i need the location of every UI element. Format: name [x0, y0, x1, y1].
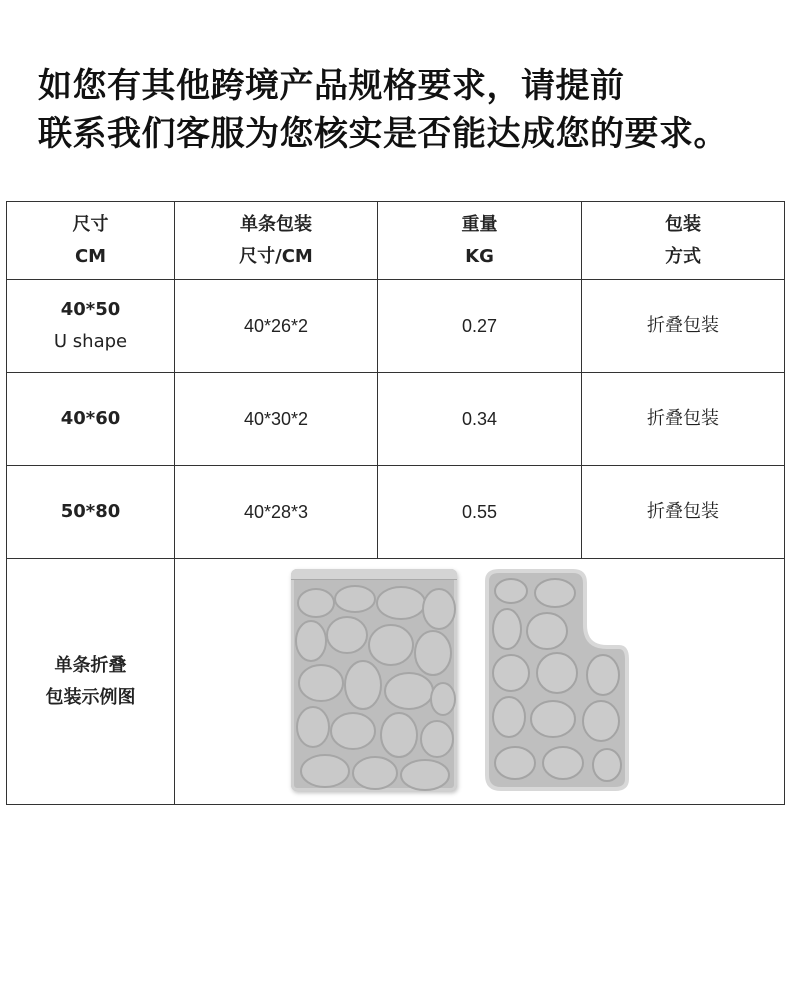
pebble-texture	[291, 569, 457, 791]
header-packing-sub: 方式	[665, 245, 701, 267]
header-size	[7, 202, 175, 280]
spec-table	[6, 201, 785, 805]
folded-rectangular-mat-image	[291, 569, 457, 791]
folded-u-shape-mat-image	[481, 567, 631, 791]
image-label-line-2: 包装示例图	[45, 686, 136, 708]
image-cell	[175, 559, 785, 805]
size-cell: 40*60	[7, 373, 175, 466]
headline-line-1: 如您有其他跨境产品规格要求，请提前	[38, 66, 625, 106]
pack-size-cell: 40*28*3	[175, 466, 378, 559]
header-pack-size-unit: 尺寸/CM	[239, 245, 313, 267]
size-shape: U shape	[53, 331, 128, 352]
pack-size-cell: 40*30*2	[175, 373, 378, 466]
u-mat-shape	[481, 567, 631, 791]
packing-cell: 折叠包装	[582, 373, 785, 466]
header-weight-label: 重量	[461, 213, 498, 235]
size-value: 40*50	[60, 299, 121, 320]
headline	[38, 62, 778, 158]
header-weight-unit: KG	[465, 245, 494, 267]
header-pack-size	[175, 202, 378, 280]
header-size-unit: CM	[74, 245, 107, 267]
weight-cell: 0.27	[378, 280, 582, 373]
pack-size-cell: 40*26*2	[175, 280, 378, 373]
header-size-label: 尺寸	[72, 213, 109, 235]
photos	[175, 559, 784, 804]
header-weight	[378, 202, 582, 280]
headline-line-2: 联系我们客服为您核实是否能达成您的要求。	[38, 114, 728, 154]
table-row-image	[7, 559, 785, 805]
weight-cell: 0.55	[378, 466, 582, 559]
packing-cell: 折叠包装	[582, 466, 785, 559]
table-row	[7, 373, 785, 466]
header-pack-size-label: 单条包装	[240, 213, 312, 235]
table-header-row	[7, 202, 785, 280]
table-row	[7, 466, 785, 559]
header-packing	[582, 202, 785, 280]
table-row	[7, 280, 785, 373]
size-cell	[7, 280, 175, 373]
image-label-cell	[7, 559, 175, 805]
packing-cell: 折叠包装	[582, 280, 785, 373]
size-cell: 50*80	[7, 466, 175, 559]
image-label-line-1: 单条折叠	[54, 654, 127, 676]
weight-cell: 0.34	[378, 373, 582, 466]
header-packing-label: 包装	[665, 213, 701, 235]
